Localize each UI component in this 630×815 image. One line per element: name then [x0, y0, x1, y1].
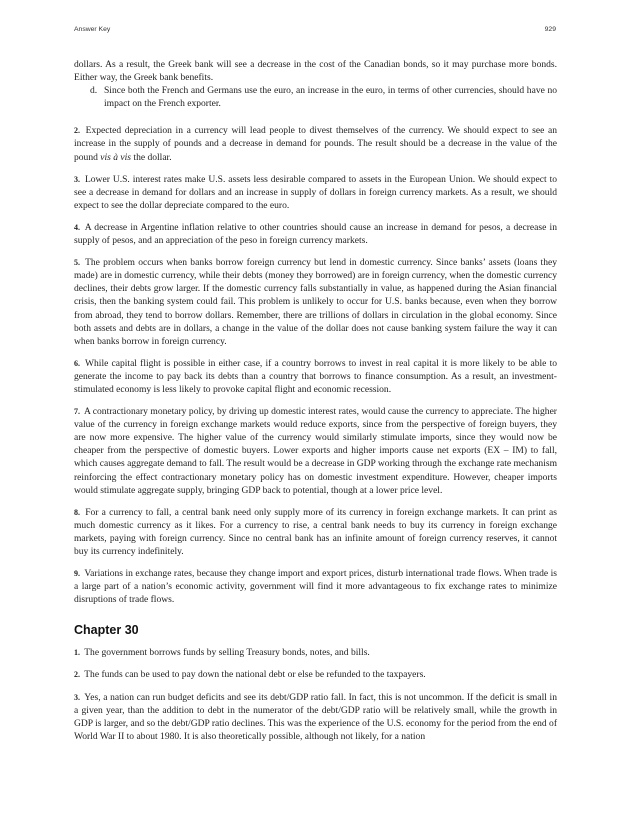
- answer-text-italic: vis à vis: [100, 151, 132, 163]
- page-number: 929: [544, 26, 556, 33]
- answer-9: [74, 567, 557, 606]
- chapter-heading: Chapter 30: [74, 623, 139, 638]
- answer-text: While capital flight is possible in either case, if a country borrows to invest in real capital it is more likely to be able to generate the income to pay back its debts than a country that borrows to finance consumption. As a result, an investment-stimulated economy is less likely to provoke capital flight and economic recession.: [74, 357, 558, 395]
- answer-3: [74, 173, 557, 212]
- sub-answer-text: Since both the French and Germans use the euro, an increase in the euro, in terms of other currencies, should have no impact on the French exporter.: [104, 85, 557, 110]
- answer-5: [74, 256, 557, 348]
- answer-text: Variations in exchange rates, because they change import and export prices, disturb international trade flows. When trade is a large part of a nation’s economic activity, government will find it more advantageous to fix exchange rates to minimize disruptions of trade flows.: [74, 568, 557, 606]
- answer-text: The problem occurs when banks borrow foreign currency but lend in domestic currency. Since banks’ assets (loans they made) are in domestic currency, while their debts (money they borrowed) are in foreign currency, when the domestic currency declines, their debts grow larger. If the domestic currency falls substantially in value, as happened during the Asian financial crisis, then the banking system could fail. This problem is unlikely to occur for U.S. banks because, even when they borrow from abroad, they tend to borrow dollars. Remember, there are trillions of dollars in circulation in the global economy. Since both assets and debts are in dollars, a change in the value of the dollar does not cause banking system failure the way it can when banks borrow in foreign currency.: [74, 257, 557, 347]
- answer-key-body: [74, 58, 557, 743]
- chapter30-answer-1: [74, 646, 557, 659]
- answer-number: 2.: [74, 670, 80, 680]
- answer-8: [74, 506, 557, 558]
- answer-text: The government borrows funds by selling Treasury bonds, notes, and bills.: [84, 647, 370, 659]
- sub-answer-d: [90, 84, 557, 110]
- chapter30-answer-2: [74, 668, 557, 681]
- answer-number: 3.: [74, 174, 80, 184]
- answer-text: the dollar.: [131, 151, 172, 163]
- answer-2: [74, 124, 557, 163]
- running-header: [74, 26, 556, 38]
- continued-answer-text: dollars. As a result, the Greek bank will see a decrease in the cost of the Canadian bonds, so it may purchase more bonds. Either way, the Greek bank benefits.: [74, 59, 557, 84]
- answer-7: [74, 405, 557, 497]
- answer-number: 6.: [74, 358, 80, 368]
- answer-text: A contractionary monetary policy, by driving up domestic interest rates, would cause the currency to appreciate. The higher value of the currency in foreign exchange markets would reduce exports, since from the perspective of foreign buyers, they are now more expensive. The higher value of the currency would similarly stimulate imports, since they would now be cheaper from the perspective of domestic buyers. Lower exports and higher imports cause net exports (EX – IM) to fall, which causes aggregate demand to fall. The result would be a decrease in GDP working through the exchange rate mechanism reinforcing the effect contractionary monetary policy has on domestic investment expenditure. However, cheaper imports would stimulate aggregate supply, bringing GDP back to potential, though at a lower price level.: [74, 406, 557, 496]
- answer-number: 8.: [74, 507, 80, 517]
- answer-number: 7.: [74, 407, 80, 417]
- answer-text: For a currency to fall, a central bank need only supply more of its currency in foreign exchange markets. It can print as much domestic currency as it likes. For a currency to rise, a central bank needs to buy its currency in foreign exchange markets, paying with foreign currency. Since no central bank has an infinite amount of foreign currency reserves, it cannot buy its currency indefinitely.: [74, 506, 557, 557]
- running-header-title: Answer Key: [74, 26, 111, 33]
- answer-text: Yes, a nation can run budget deficits and see its debt/GDP ratio fall. In fact, this is not uncommon. If the deficit is small in a given year, than the addition to debt in the numerator of the debt/GDP ratio will be relatively small, while the growth in GDP is larger, and so the debt/GDP ratio declines. This was the experience of the U.S. economy for the period from the end of World War II to about 1980. It is also theoretically possible, although not likely, for a nation: [74, 691, 557, 742]
- answer-text: A decrease in Argentine inflation relative to other countries should cause an increase in demand for pesos, a decrease in supply of pesos, and an appreciation of the peso in foreign currency markets.: [74, 221, 557, 247]
- answer-6: [74, 357, 557, 396]
- answer-number: 4.: [74, 222, 80, 232]
- answer-number: 5.: [74, 258, 80, 268]
- answer-text: The funds can be used to pay down the national debt or else be refunded to the taxpayers.: [84, 669, 426, 681]
- answer-text: Lower U.S. interest rates make U.S. assets less desirable compared to assets in the European Union. We should expect to see a decrease in demand for dollars and an increase in supply of dollars in foreign currency markets. As a result, we should expect to see the dollar depreciate compared to the euro.: [74, 173, 558, 211]
- sub-answer-marker: d.: [90, 85, 98, 97]
- answer-4: [74, 221, 557, 247]
- chapter30-answer-3: [74, 691, 557, 743]
- answer-number: 1.: [74, 648, 80, 658]
- answer-text: Expected depreciation in a currency will lead people to divest themselves of the currency. We should expect to see an increase in the supply of pounds and a decrease in demand for pounds. The result should be a decrease in the value of the pound: [74, 125, 557, 163]
- answer-number: 3.: [74, 692, 80, 702]
- answer-number: 9.: [74, 569, 80, 579]
- answer-number: 2.: [74, 126, 80, 136]
